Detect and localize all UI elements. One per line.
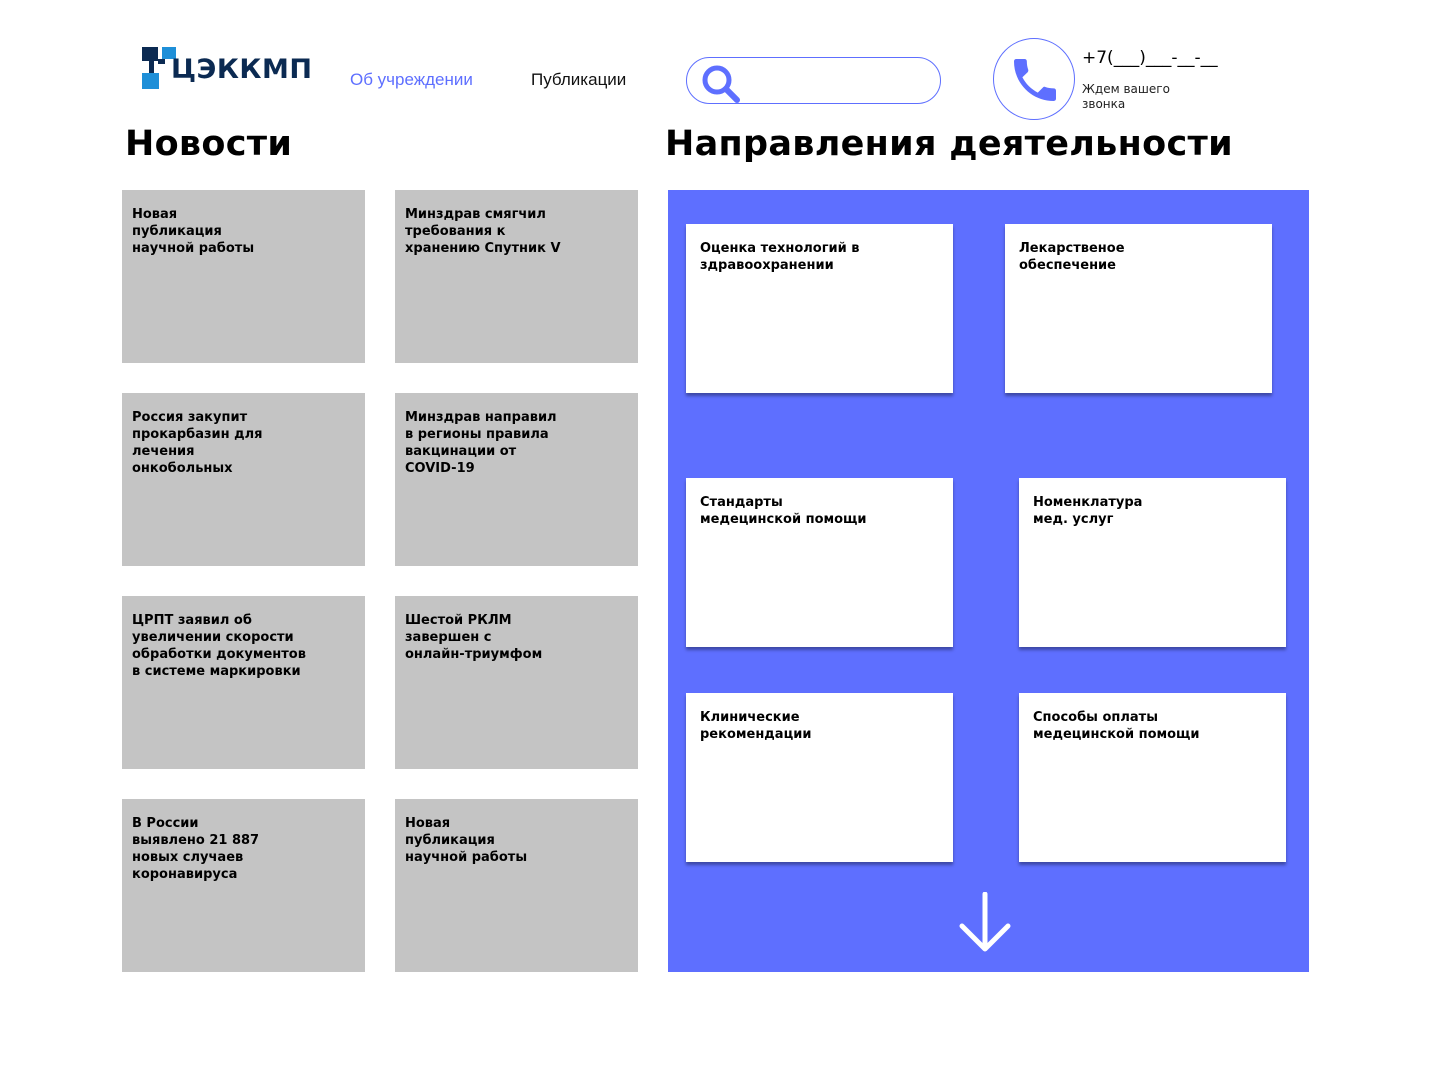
news-card-text: Новая публикация научной работы: [132, 207, 255, 256]
news-card-text: Минздрав направил в регионы правила вакцинации от COVID-19: [405, 410, 557, 476]
direction-card[interactable]: [686, 478, 953, 647]
directions-title: Направления деятельности: [665, 124, 1233, 164]
direction-card[interactable]: [686, 224, 953, 393]
search-box[interactable]: [686, 57, 941, 104]
nav-link-about[interactable]: Об учреждении: [350, 70, 473, 89]
direction-card-text: Способы оплаты медецинской помощи: [1033, 710, 1200, 742]
news-card[interactable]: [395, 596, 638, 769]
phone-note: Ждем вашего звонка: [1082, 82, 1170, 111]
news-card[interactable]: [122, 190, 365, 363]
logo[interactable]: [140, 46, 313, 94]
news-title: Новости: [125, 124, 293, 164]
news-card-text: Минздрав смягчил требования к хранению Спутник V: [405, 207, 561, 256]
search-icon[interactable]: [699, 62, 743, 106]
news-card[interactable]: [122, 393, 365, 566]
direction-card-text: Стандарты медецинской помощи: [700, 495, 867, 527]
direction-card[interactable]: [1019, 478, 1286, 647]
news-card[interactable]: [395, 393, 638, 566]
news-card[interactable]: [122, 799, 365, 972]
direction-card-text: Клинические рекомендации: [700, 710, 812, 742]
news-card[interactable]: [122, 596, 365, 769]
news-card-text: Новая публикация научной работы: [405, 816, 528, 865]
phone-icon: [1007, 52, 1063, 108]
direction-card-text: Лекарственое обеспечение: [1019, 241, 1125, 273]
phone-number[interactable]: +7(___)___-__-__: [1082, 48, 1218, 68]
direction-card[interactable]: [1005, 224, 1272, 393]
call-button[interactable]: [993, 38, 1075, 120]
news-card[interactable]: [395, 799, 638, 972]
direction-card[interactable]: [1019, 693, 1286, 862]
news-card-text: Шестой РКЛМ завершен с онлайн-триумфом: [405, 613, 543, 662]
news-card[interactable]: [395, 190, 638, 363]
nav-link-publications[interactable]: Публикации: [531, 70, 627, 89]
logo-text: ЦЭККМП: [171, 54, 313, 85]
direction-card[interactable]: [686, 693, 953, 862]
news-card-text: ЦРПТ заявил об увеличении скорости обработки документов в системе маркировки: [132, 613, 306, 679]
direction-card-text: Оценка технологий в здравоохранении: [700, 241, 860, 273]
arrow-down-icon[interactable]: [959, 892, 1011, 952]
direction-card-text: Номенклатура мед. услуг: [1033, 495, 1143, 527]
search-input[interactable]: [747, 66, 931, 96]
news-card-text: В России выявлено 21 887 новых случаев коронавируса: [132, 816, 260, 882]
news-card-text: Россия закупит прокарбазин для лечения онкобольных: [132, 410, 263, 476]
